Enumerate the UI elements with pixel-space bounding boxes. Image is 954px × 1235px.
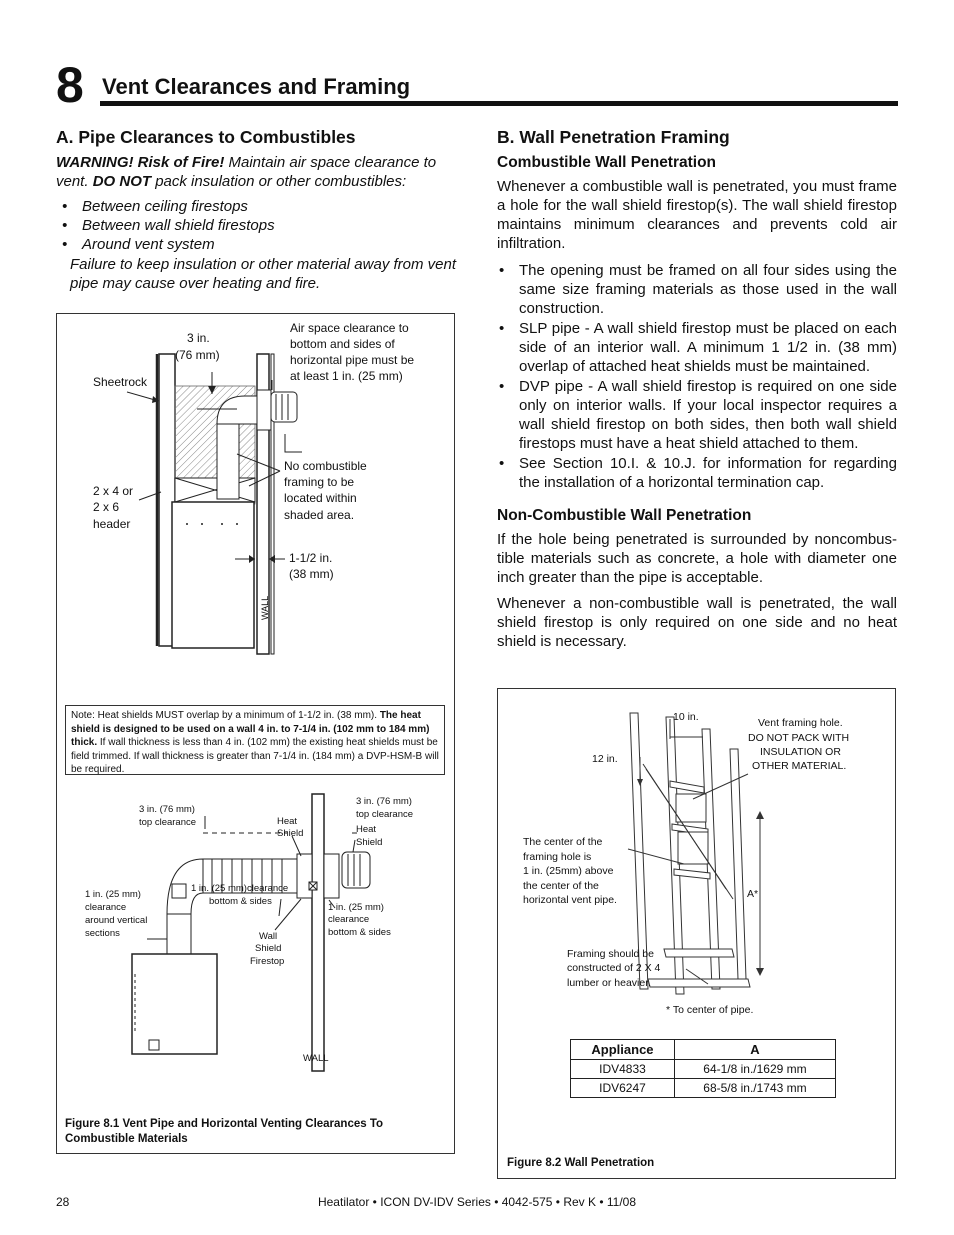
- figure-8-2-caption: Figure 8.2 Wall Penetration: [507, 1157, 655, 1169]
- list-item: • Between wall shield firestops: [60, 216, 456, 235]
- label-onehalf: 1-1/2 in.: [289, 551, 333, 565]
- section-a: [56, 127, 456, 293]
- label-rclear-3: bottom & sides: [328, 927, 391, 938]
- label-center-1: The center of the: [523, 836, 603, 848]
- table-cell: 64-1/8 in./1629 mm: [674, 1060, 835, 1079]
- label-wall-vertical: WALL: [260, 595, 270, 620]
- footer-text: Heatilator • ICON DV-IDV Series • 4042-575 • Rev K • 11/08: [317, 1195, 637, 1209]
- section-b: [497, 127, 897, 651]
- table-cell: IDV6247: [571, 1079, 675, 1098]
- label-vfh-4: OTHER MATERIAL.: [752, 760, 847, 772]
- combustible-paragraph: Whenever a combustible wall is penetrated, you must frame a hole for the wall shield firestop(s). The wall shield firestop maintains minimum clearances and prevents cold air infiltration.: [497, 178, 897, 252]
- section-a-title: A. Pipe Clearances to Combustibles: [56, 127, 356, 147]
- figure-8-1-caption: Figure 8.1 Vent Pipe and Horizontal Venting Clearances To Combustible Materials: [65, 1118, 384, 1145]
- label-nocomb-4: shaded area.: [284, 508, 355, 522]
- note-text-2: If wall thickness is less than 4 in. (102 mm) the existing heat shields must be field trimmed. If wall thickness is greater than 7-1/4 in. (184 mm) a DVP-HSM-B will be required.: [71, 737, 439, 775]
- noncombustible-paragraph-1: If the hole being penetrated is surrounded by noncombus-tible materials such as concrete, a hole with diameter one inch greater than the pipe is acceptable.: [497, 531, 897, 586]
- table-header: Appliance: [571, 1040, 675, 1060]
- label-vfh-2: DO NOT PACK WITH: [748, 732, 850, 744]
- table-row: [571, 1079, 836, 1098]
- label-rclear-2: clearance: [328, 914, 370, 925]
- label-wsf-3: Firestop: [250, 956, 285, 967]
- figure-8-2-drawing: [498, 689, 895, 1178]
- warning-list: [56, 197, 456, 254]
- label-sheetrock: Sheetrock: [93, 375, 148, 389]
- list-item: • DVP pipe - A wall shield firestop is required on one side only on interior walls. If your local inspector requires a wall shield firestop on both sides, then both wall shield firestops must have a heat shield attached to them.: [497, 377, 897, 453]
- note-bold: The heat shield is designed to be used on a wall 4 in. to 7-1/4 in. (102 mm to 184 mm) thick.: [71, 710, 430, 748]
- label-nocomb-1: No combustible: [284, 459, 367, 473]
- list-item: • Between ceiling firestops: [60, 197, 456, 216]
- label-onehalf-mm: (38 mm): [289, 567, 334, 581]
- label-vfh-3: INSULATION OR: [760, 746, 841, 758]
- label-header-1: 2 x 4 or: [93, 484, 134, 498]
- warning-bold: WARNING! Risk of Fire!: [56, 154, 225, 171]
- combustible-list: [497, 261, 897, 492]
- label-header-3: header: [93, 517, 131, 531]
- label-rhs-2: Shield: [356, 837, 383, 848]
- noncombustible-paragraph-2: Whenever a non-combustible wall is penetrated, the wall shield firestop is only required on one side and no heat shield is necessary.: [497, 595, 897, 650]
- label-framing-1: Framing should be: [567, 948, 654, 960]
- label-midclear-1: 1 in. (25 mm)clearance: [191, 883, 289, 894]
- chapter-title: Vent Clearances and Framing: [102, 74, 411, 99]
- label-onein-1: 1 in. (25 mm): [85, 889, 141, 900]
- label-onein-3: around vertical: [85, 915, 148, 926]
- label-framing-2: constructed of 2 X 4: [567, 962, 661, 974]
- table-row: [571, 1060, 836, 1079]
- label-onein-4: sections: [85, 928, 120, 939]
- label-air-1: Air space clearance to: [290, 321, 409, 335]
- label-center-4: the center of the: [523, 880, 599, 892]
- noncombustible-heading: Non-Combustible Wall Penetration: [497, 507, 752, 524]
- table-cell: IDV4833: [571, 1060, 675, 1079]
- table-cell: 68-5/8 in./1743 mm: [674, 1079, 835, 1098]
- list-item: • See Section 10.I. & 10.J. for information for regarding the installation of a horizontal termination cap.: [497, 454, 897, 492]
- label-rtop-1: 3 in. (76 mm): [356, 796, 412, 807]
- figure-8-1: [56, 313, 455, 1154]
- label-topclear-1: 3 in. (76 mm): [139, 804, 195, 815]
- label-midclear-2: bottom & sides: [209, 896, 272, 907]
- label-header-2: 2 x 6: [93, 500, 120, 514]
- list-item: • The opening must be framed on all four sides using the same size framing materials as those used in the wall construction.: [497, 261, 897, 318]
- note-text-1: Note: Heat shields MUST overlap by a minimum of 1-1/2 in. (38 mm).: [71, 710, 380, 721]
- label-rhs-1: Heat: [356, 824, 377, 835]
- label-air-2: bottom and sides of: [290, 337, 395, 351]
- label-nocomb-3: located within: [284, 491, 357, 505]
- label-3in: 3 in.: [187, 331, 210, 345]
- warning-text-2: pack insulation or other combustibles:: [151, 173, 407, 190]
- label-footnote: * To center of pipe.: [666, 1004, 754, 1016]
- label-nocomb-2: framing to be: [284, 475, 355, 489]
- label-a-star: A*: [747, 888, 759, 900]
- list-item: • Around vent system: [60, 235, 456, 254]
- label-framing-3: lumber or heavier.: [567, 977, 652, 989]
- table-header: A: [674, 1040, 835, 1060]
- label-10in: 10 in.: [673, 711, 699, 723]
- label-wsf-1: Wall: [259, 931, 278, 942]
- warning-donot: DO NOT: [92, 173, 152, 190]
- label-air-3: horizontal pipe must be: [290, 353, 415, 367]
- label-wsf-2: Shield: [255, 943, 282, 954]
- failure-text: Failure to keep insulation or other material away from vent pipe may cause over heating and fire.: [70, 256, 457, 292]
- appliance-table: [570, 1039, 836, 1098]
- section-b-title: B. Wall Penetration Framing: [497, 127, 730, 147]
- list-item: • SLP pipe - A wall shield firestop must be placed on each side of an interior wall. A minimum 1 1/2 in. (38 mm) overlap of attached heat shields must be maintained.: [497, 319, 897, 376]
- label-3in-mm: (76 mm): [175, 348, 220, 362]
- label-air-4: at least 1 in. (25 mm): [290, 369, 403, 383]
- label-center-3: 1 in. (25mm) above: [523, 865, 614, 877]
- page-number: 28: [56, 1195, 70, 1209]
- figure-8-2: [497, 688, 896, 1179]
- note-box: [65, 705, 445, 775]
- warning-text-1: Maintain air space clearance to vent.: [56, 154, 437, 190]
- label-wall-lower: WALL: [303, 1053, 329, 1064]
- label-hs-1: Heat: [277, 816, 298, 827]
- label-center-2: framing hole is: [523, 851, 592, 863]
- label-rclear-1: 1 in. (25 mm): [328, 902, 384, 913]
- combustible-heading: Combustible Wall Penetration: [497, 154, 717, 171]
- label-hs-2: Shield: [277, 828, 304, 839]
- label-center-5: horizontal vent pipe.: [523, 894, 617, 906]
- table-header-row: [571, 1040, 836, 1060]
- label-rtop-2: top clearance: [356, 809, 414, 820]
- chapter-number: 8: [56, 57, 82, 113]
- label-12in: 12 in.: [592, 753, 618, 765]
- warning-paragraph: [56, 153, 456, 191]
- label-onein-2: clearance: [85, 902, 127, 913]
- label-vfh-1: Vent framing hole.: [758, 717, 843, 729]
- chapter-rule: [100, 101, 898, 106]
- label-topclear-2: top clearance: [139, 817, 197, 828]
